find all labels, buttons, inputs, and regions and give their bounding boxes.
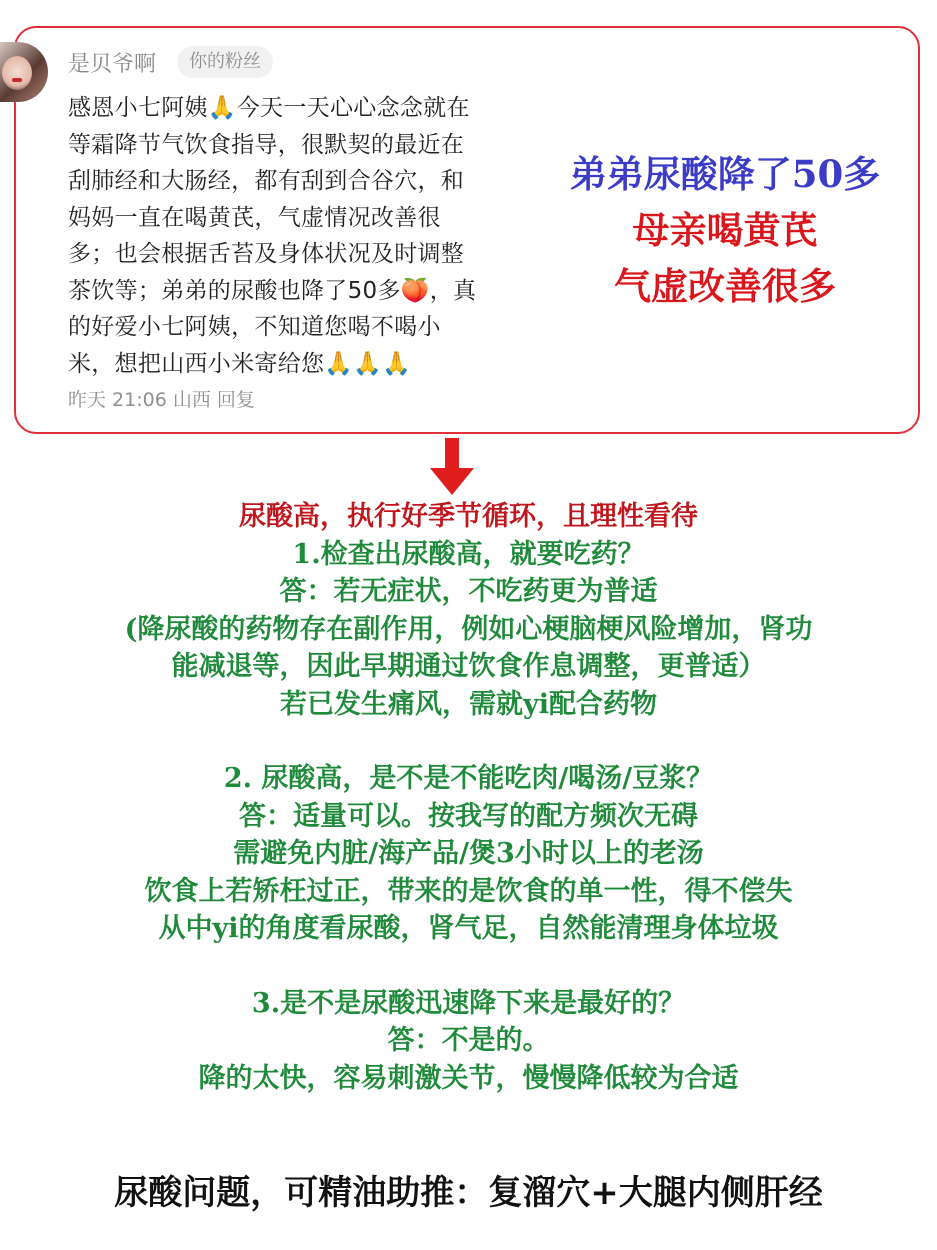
qa-line: 答：不是的。 xyxy=(387,1025,550,1056)
qa-line: (降尿酸的药物存在副作用，例如心梗脑梗风险增加，肾功 xyxy=(124,613,813,645)
comment-meta[interactable]: 昨天 21:06 山西 回复 xyxy=(68,389,255,411)
qa-line: 答：若无症状，不吃药更为普适 xyxy=(279,576,658,607)
qa-line: 3.是不是尿酸迅速降下来是最好的？ xyxy=(251,987,686,1019)
highlight-line-uric-acid: 弟弟尿酸降了50多 xyxy=(569,152,881,196)
highlight-line-qi: 气虚改善很多 xyxy=(614,264,836,308)
qa-line: 若已发生痛风，需就yi配合药物 xyxy=(280,688,657,720)
comment-line: 等霜降节气饮食指导，很默契的最近在 xyxy=(68,131,465,158)
bottom-caption: 尿酸问题，可精油助推：复溜穴+大腿内侧肝经 xyxy=(114,1173,823,1213)
qa-section xyxy=(0,498,937,1097)
qa-block-3 xyxy=(0,985,937,1098)
qa-heading: 尿酸高，执行好季节循环，且理性看待 xyxy=(239,501,698,532)
comment-line: 感恩小七阿姨🙏今天一天心心念念就在 xyxy=(68,95,470,121)
qa-line: 能减退等，因此早期通过饮食作息调整，更普适） xyxy=(171,651,766,682)
qa-line: 答：适量可以。按我写的配方频次无碍 xyxy=(239,800,698,832)
comment-line: 的好爱小七阿姨，不知道您喝不喝小 xyxy=(68,314,441,340)
comment-line: 刮肺经和大肠经，都有刮到合谷穴，和 xyxy=(68,168,465,194)
qa-line: 1.检查出尿酸高，就要吃药？ xyxy=(292,538,645,570)
qa-line: 需避免内脏/海产品/煲3小时以上的老汤 xyxy=(233,838,704,869)
qa-line: 降的太快，容易刺激关节，慢慢降低较为合适 xyxy=(198,1062,739,1094)
comment-line: 妈妈一直在喝黄芪，气虚情况改善很 xyxy=(68,204,441,231)
qa-line: 2. 尿酸高，是不是不能吃肉/喝汤/豆浆？ xyxy=(223,763,714,794)
comment-line: 多；也会根据舌苔及身体状况及时调整 xyxy=(68,241,465,267)
qa-line: 饮食上若矫枉过正，带来的是饮食的单一性，得不偿失 xyxy=(144,875,793,907)
comment-text xyxy=(68,90,536,382)
qa-block-2 xyxy=(0,760,937,948)
fan-badge: 你的粉丝 xyxy=(177,46,273,78)
highlight-callout xyxy=(540,146,910,314)
qa-line: 从中yi的角度看尿酸，肾气足，自然能清理身体垃圾 xyxy=(158,913,779,944)
comment-line: 茶饮等；弟弟的尿酸也降了50多🍑，真 xyxy=(68,277,477,304)
down-arrow-icon xyxy=(428,438,476,496)
qa-block-1 xyxy=(0,536,937,724)
highlight-line-mother: 母亲喝黄芪 xyxy=(632,208,818,252)
username[interactable]: 是贝爷啊 xyxy=(68,52,157,77)
comment-line: 米，想把山西小米寄给您🙏🙏🙏 xyxy=(68,350,412,377)
